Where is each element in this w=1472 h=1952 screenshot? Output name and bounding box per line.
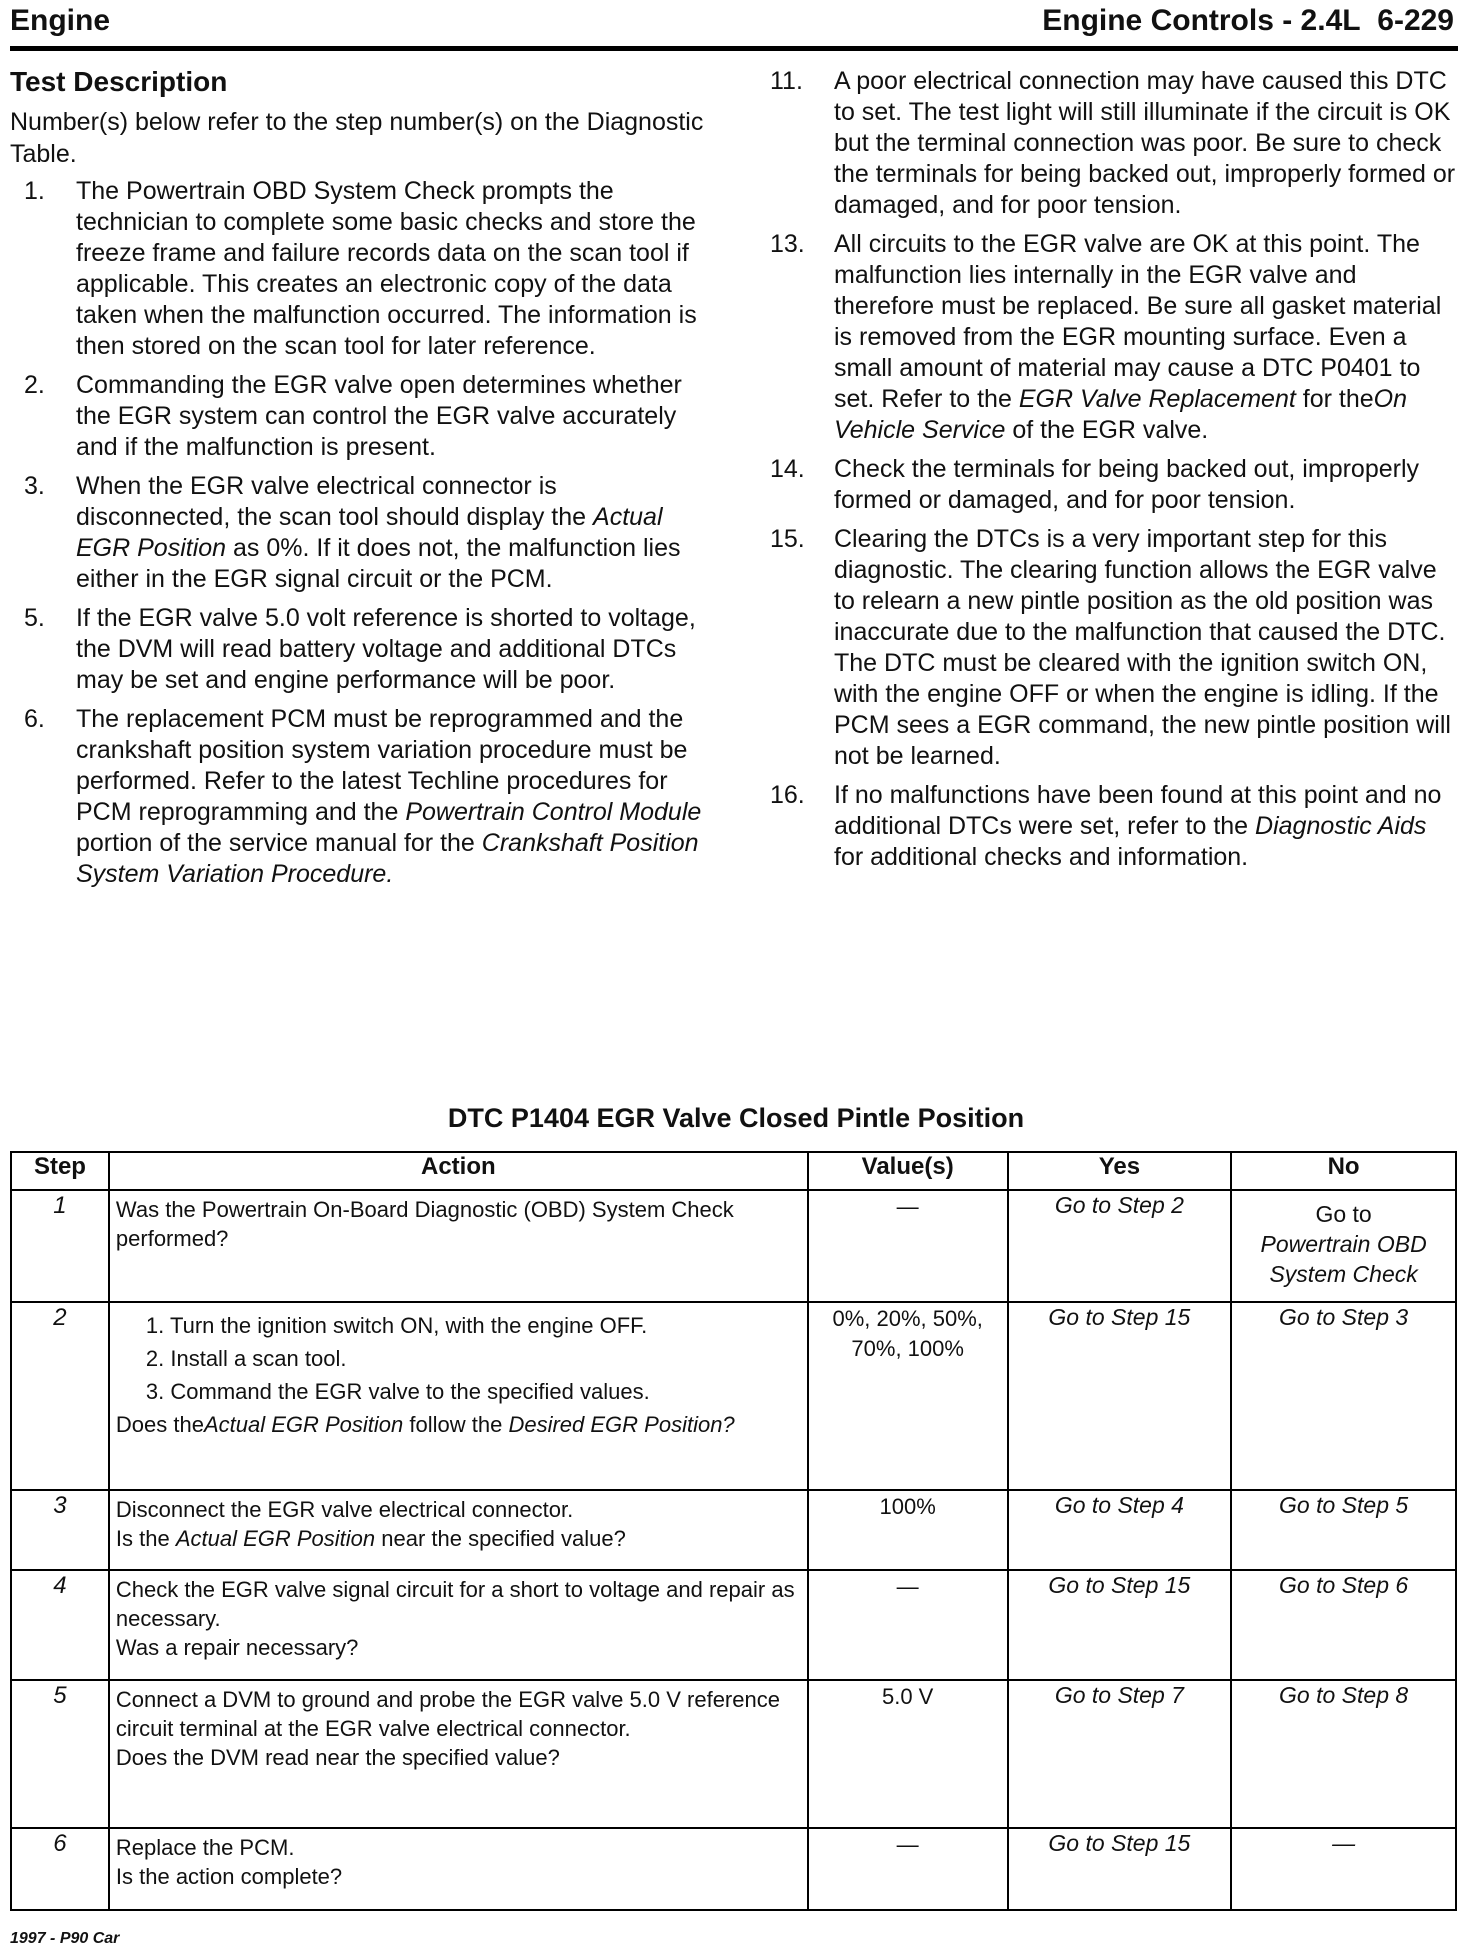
action-cell: 1. Turn the ignition switch ON, with the engine OFF. 2. Install a scan tool. 3. Command the EGR valve to the specified values. Does theActual EGR Position follow the Desired EGR Position?	[109, 1302, 808, 1490]
no-cell: Go to Step 5	[1231, 1490, 1456, 1570]
value-cell: —	[808, 1828, 1008, 1910]
yes-cell: Go to Step 4	[1008, 1490, 1232, 1570]
step-number: 5	[11, 1680, 109, 1828]
action-cell: Check the EGR valve signal circuit for a short to voltage and repair as necessary. Was a repair necessary?	[109, 1570, 808, 1680]
table-row	[11, 1680, 1456, 1828]
table-header-row	[11, 1152, 1456, 1190]
table-row	[11, 1828, 1456, 1910]
list-item: 15. Clearing the DTCs is a very important step for this diagnostic. The clearing function allows the EGR valve to relearn a new pintle position as the old position was inaccurate due to the malfunction that caused the DTC. The DTC must be cleared with the ignition switch ON, with the engine OFF or when the engine is idling. If the PCM sees a EGR command, the new pintle position will not be learned.	[770, 525, 1451, 770]
no-cell: —	[1231, 1828, 1456, 1910]
table-row	[11, 1570, 1456, 1680]
footer-text: 1997 - P90 Car	[10, 1930, 120, 1947]
table-row	[11, 1490, 1456, 1570]
value-cell: 0%, 20%, 50%, 70%, 100%	[808, 1302, 1008, 1490]
page-header	[10, 4, 1458, 51]
no-cell: Go to Step 3	[1231, 1302, 1456, 1490]
list-item: 2. Commanding the EGR valve open determines whether the EGR system can control the EGR valve accurately and if the malfunction is present.	[24, 371, 682, 461]
step-number: 1	[11, 1190, 109, 1302]
test-description-heading: Test Description	[10, 66, 228, 97]
right-column	[770, 66, 1460, 881]
step-notes-left	[10, 176, 710, 890]
yes-cell: Go to Step 2	[1008, 1190, 1232, 1302]
diagnostic-table	[10, 1151, 1457, 1911]
value-cell: —	[808, 1190, 1008, 1302]
header-step: Step	[11, 1152, 109, 1190]
intro-text: Number(s) below refer to the step number(s) on the Diagnostic Table.	[10, 108, 704, 168]
action-cell: Replace the PCM. Is the action complete?	[109, 1828, 808, 1910]
header-yes: Yes	[1008, 1152, 1232, 1190]
yes-cell: Go to Step 15	[1008, 1570, 1232, 1680]
step-notes-right	[770, 66, 1460, 873]
action-cell: Connect a DVM to ground and probe the EGR valve 5.0 V reference circuit terminal at the EGR valve electrical connector. Does the DVM read near the specified value?	[109, 1680, 808, 1828]
value-cell: 5.0 V	[808, 1680, 1008, 1828]
action-cell: Disconnect the EGR valve electrical connector. Is the Actual EGR Position near the specified value?	[109, 1490, 808, 1570]
value-cell: 100%	[808, 1490, 1008, 1570]
list-item: 5. If the EGR valve 5.0 volt reference is shorted to voltage, the DVM will read battery voltage and additional DTCs may be set and engine performance will be poor.	[24, 604, 696, 694]
list-item: 16. If no malfunctions have been found at this point and no additional DTCs were set, refer to the Diagnostic Aids for additional checks and information.	[770, 781, 1442, 871]
no-cell: Go to Step 6	[1231, 1570, 1456, 1680]
list-item: 3. When the EGR valve electrical connector is disconnected, the scan tool should display the Actual EGR Position as 0%. If it does not, the malfunction lies either in the EGR signal circuit or the PCM.	[24, 472, 681, 593]
step-number: 2	[11, 1302, 109, 1490]
action-cell: Was the Powertrain On-Board Diagnostic (OBD) System Check performed?	[109, 1190, 808, 1302]
table-row	[11, 1302, 1456, 1490]
no-cell: Go to Step 8	[1231, 1680, 1456, 1828]
section-title: Engine	[10, 4, 111, 37]
header-values: Value(s)	[808, 1152, 1008, 1190]
list-item: 6. The replacement PCM must be reprogrammed and the crankshaft position system variation procedure must be performed. Refer to the latest Techline procedures for PCM reprogramming and the Powertrain Control Module portion of the service manual for the Crankshaft Position System Variation Procedure.	[24, 705, 702, 888]
yes-cell: Go to Step 15	[1008, 1302, 1232, 1490]
list-item: 1. The Powertrain OBD System Check prompts the technician to complete some basic checks and store the freeze frame and failure records data on the scan tool if applicable. This creates an electronic copy of the data taken when the malfunction occurred. The information is then stored on the scan tool for later reference.	[24, 177, 697, 360]
left-column	[10, 66, 710, 898]
header-no: No	[1231, 1152, 1456, 1190]
table-row	[11, 1190, 1456, 1302]
list-item: 11. A poor electrical connection may have caused this DTC to set. The test light will still illuminate if the circuit is OK but the terminal connection was poor. Be sure to check the terminals for being backed out, improperly formed or damaged, and for poor tension.	[770, 67, 1456, 219]
page-title: Engine Controls - 2.4L 6-229	[1042, 4, 1454, 37]
step-number: 6	[11, 1828, 109, 1910]
list-item: 14. Check the terminals for being backed out, improperly formed or damaged, and for poor tension.	[770, 455, 1420, 514]
yes-cell: Go to Step 7	[1008, 1680, 1232, 1828]
list-item: 13. All circuits to the EGR valve are OK at this point. The malfunction lies internally in the EGR valve and therefore must be replaced. Be sure all gasket material is removed from the EGR mounting surface. Even a small amount of material may cause a DTC P0401 to set. Refer to the EGR Valve Replacement for theOn Vehicle Service of the EGR valve.	[770, 230, 1442, 444]
step-number: 4	[11, 1570, 109, 1680]
value-cell: —	[808, 1570, 1008, 1680]
step-number: 3	[11, 1490, 109, 1570]
yes-cell: Go to Step 15	[1008, 1828, 1232, 1910]
header-action: Action	[109, 1152, 808, 1190]
no-cell: Go to Powertrain OBD System Check	[1231, 1190, 1456, 1302]
table-title: DTC P1404 EGR Valve Closed Pintle Position	[447, 1103, 1025, 1133]
